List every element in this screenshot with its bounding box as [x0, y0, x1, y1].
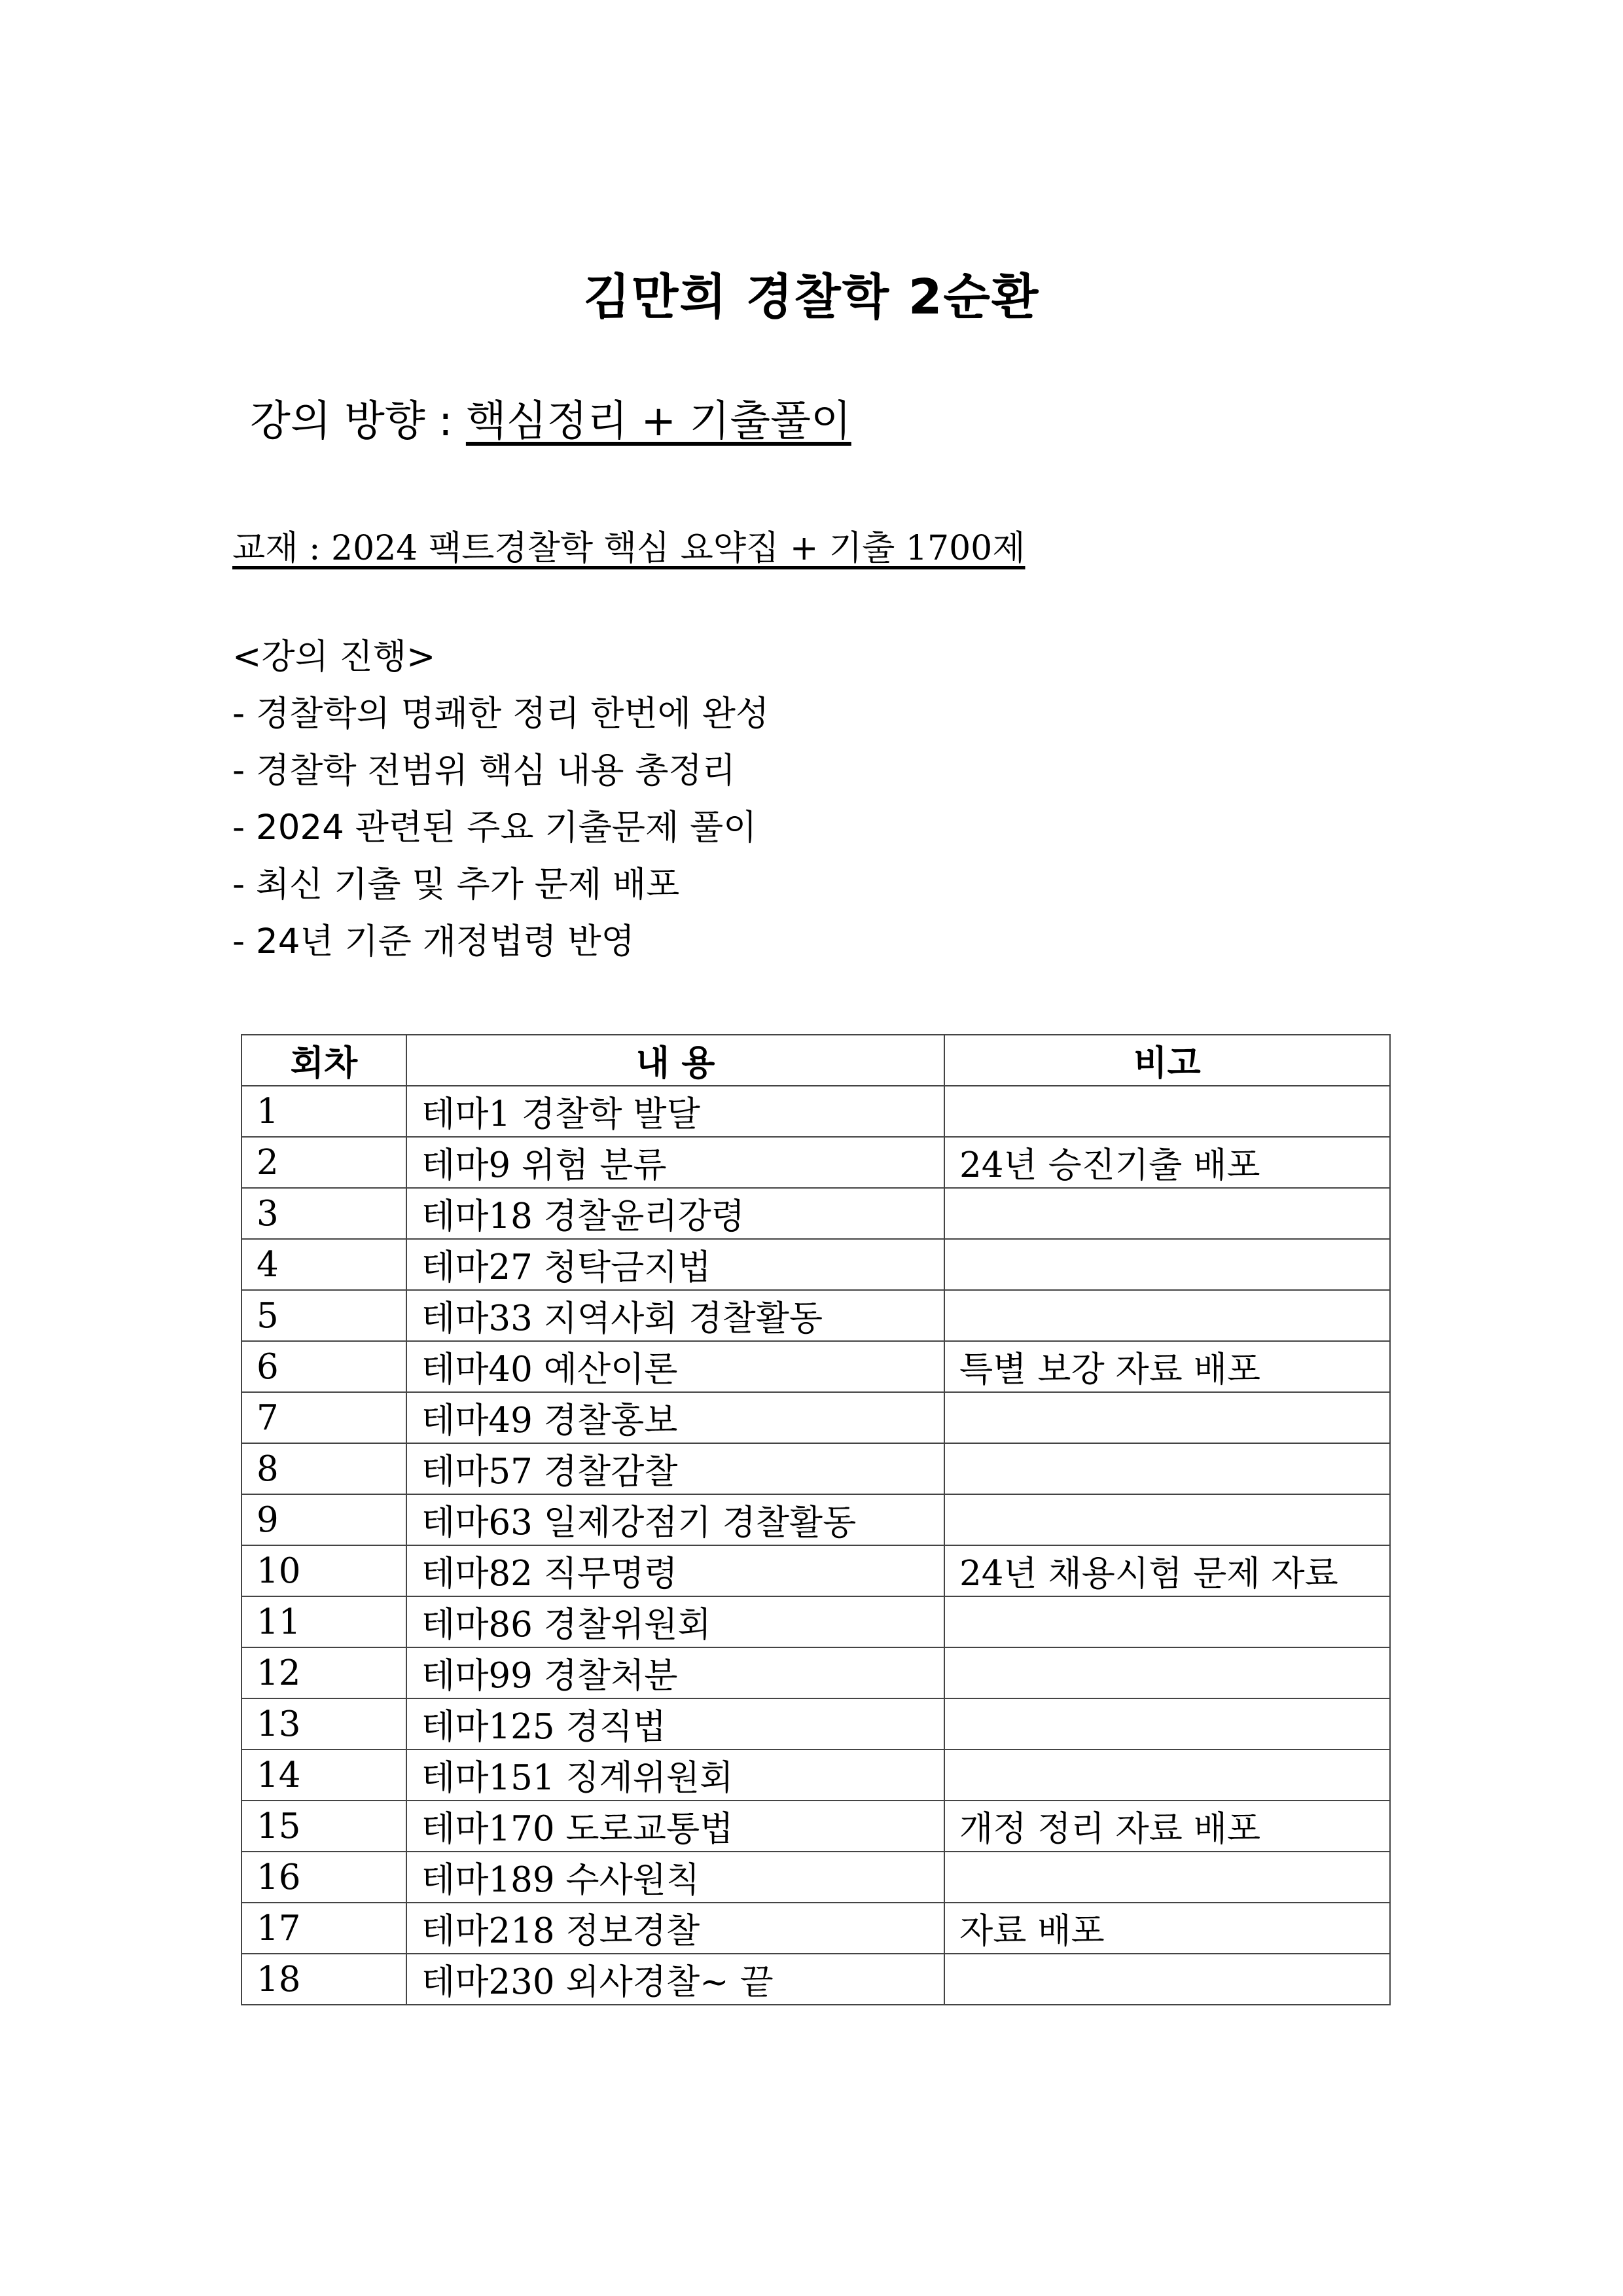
table-row: [241, 1749, 1390, 1801]
note-cell: [944, 1954, 1390, 2005]
table-row: [241, 1903, 1390, 1954]
content-cell: 테마40 예산이론: [406, 1341, 944, 1392]
content-cell: 테마33 지역사회 경찰활동: [406, 1290, 944, 1341]
session-cell: 17: [241, 1903, 406, 1954]
note-cell: [944, 1596, 1390, 1647]
progress-item: - 최신 기출 및 추가 문제 배포: [232, 865, 680, 905]
session-cell: 2: [241, 1137, 406, 1188]
table-row: [241, 1545, 1390, 1596]
note-cell: 특별 보강 자료 배포: [944, 1341, 1390, 1392]
table-row: [241, 1137, 1390, 1188]
session-cell: 15: [241, 1801, 406, 1852]
session-cell: 10: [241, 1545, 406, 1596]
note-cell: [944, 1852, 1390, 1903]
table-row: [241, 1188, 1390, 1239]
content-cell: 테마170 도로교통법: [406, 1801, 944, 1852]
table-row: [241, 1086, 1390, 1137]
session-cell: 16: [241, 1852, 406, 1903]
note-cell: 24년 승진기출 배포: [944, 1137, 1390, 1188]
schedule-table: [241, 1034, 1391, 2005]
lecture-direction-value: 핵심정리 + 기출풀이: [465, 397, 851, 446]
session-cell: 6: [241, 1341, 406, 1392]
content-cell: 테마18 경찰윤리강령: [406, 1188, 944, 1239]
content-cell: 테마230 외사경찰~ 끝: [406, 1954, 944, 2005]
session-cell: 7: [241, 1392, 406, 1443]
session-cell: 18: [241, 1954, 406, 2005]
note-cell: [944, 1443, 1390, 1494]
lecture-progress: [232, 628, 769, 970]
lecture-direction-label: 강의 방향 :: [250, 397, 466, 446]
table-row: [241, 1290, 1390, 1341]
header-session: 회차: [241, 1035, 406, 1086]
table-row: [241, 1852, 1390, 1903]
note-cell: [944, 1749, 1390, 1801]
progress-item: - 24년 기준 개정법령 반영: [232, 922, 635, 961]
note-cell: [944, 1290, 1390, 1341]
session-cell: 8: [241, 1443, 406, 1494]
table-row: [241, 1494, 1390, 1545]
content-cell: 테마57 경찰감찰: [406, 1443, 944, 1494]
content-cell: 테마27 청탁금지법: [406, 1239, 944, 1290]
table-row: [241, 1443, 1390, 1494]
note-cell: 24년 채용시험 문제 자료: [944, 1545, 1390, 1596]
note-cell: [944, 1392, 1390, 1443]
textbook-line: 교재 : 2024 팩트경찰학 핵심 요약집 + 기출 1700제: [232, 529, 1026, 568]
lecture-direction: [250, 387, 851, 448]
session-cell: 3: [241, 1188, 406, 1239]
content-cell: 테마125 경직법: [406, 1698, 944, 1749]
table-row: [241, 1954, 1390, 2005]
session-cell: 13: [241, 1698, 406, 1749]
progress-item: - 2024 관련된 주요 기출문제 풀이: [232, 808, 757, 848]
content-cell: 테마49 경찰홍보: [406, 1392, 944, 1443]
note-cell: 개정 정리 자료 배포: [944, 1801, 1390, 1852]
content-cell: 테마86 경찰위원회: [406, 1596, 944, 1647]
session-cell: 5: [241, 1290, 406, 1341]
header-note: 비고: [944, 1035, 1390, 1086]
session-cell: 12: [241, 1647, 406, 1698]
note-cell: [944, 1698, 1390, 1749]
header-content: 내 용: [406, 1035, 944, 1086]
table-row: [241, 1698, 1390, 1749]
content-cell: 테마189 수사원칙: [406, 1852, 944, 1903]
note-cell: 자료 배포: [944, 1903, 1390, 1954]
progress-item: - 경찰학의 명쾌한 정리 한번에 완성: [232, 694, 770, 734]
table-row: [241, 1801, 1390, 1852]
session-cell: 9: [241, 1494, 406, 1545]
session-cell: 14: [241, 1749, 406, 1801]
table-row: [241, 1239, 1390, 1290]
content-cell: 테마1 경찰학 발달: [406, 1086, 944, 1137]
note-cell: [944, 1188, 1390, 1239]
progress-heading: <강의 진행>: [232, 637, 436, 677]
table-row: [241, 1596, 1390, 1647]
note-cell: [944, 1086, 1390, 1137]
table-body: [241, 1086, 1390, 2005]
note-cell: [944, 1647, 1390, 1698]
table-row: [241, 1341, 1390, 1392]
content-cell: 테마82 직무명령: [406, 1545, 944, 1596]
content-cell: 테마63 일제강점기 경찰활동: [406, 1494, 944, 1545]
content-cell: 테마9 위험 분류: [406, 1137, 944, 1188]
table-row: [241, 1647, 1390, 1698]
session-cell: 1: [241, 1086, 406, 1137]
content-cell: 테마151 징계위원회: [406, 1749, 944, 1801]
table-header-row: [241, 1035, 1390, 1086]
content-cell: 테마99 경찰처분: [406, 1647, 944, 1698]
session-cell: 4: [241, 1239, 406, 1290]
content-cell: 테마218 정보경찰: [406, 1903, 944, 1954]
session-cell: 11: [241, 1596, 406, 1647]
note-cell: [944, 1494, 1390, 1545]
note-cell: [944, 1239, 1390, 1290]
progress-item: - 경찰학 전범위 핵심 내용 총정리: [232, 751, 736, 791]
document-title: 김만희 경찰학 2순환: [583, 269, 1040, 325]
table-row: [241, 1392, 1390, 1443]
